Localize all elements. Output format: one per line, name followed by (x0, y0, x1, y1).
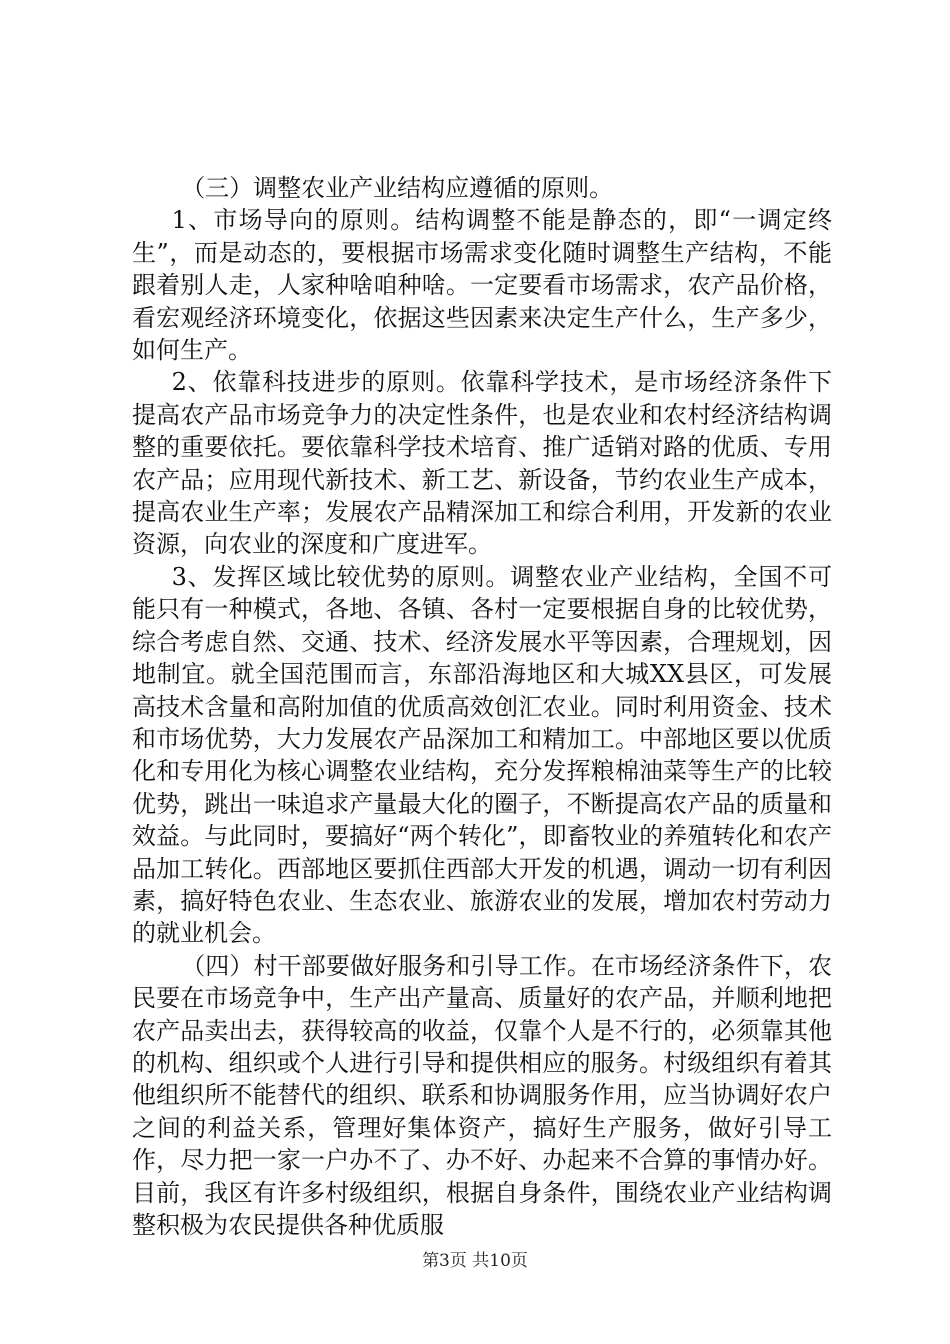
paragraph-technology-progress: 2、依靠科技进步的原则。依靠科学技术，是市场经济条件下提高农产品市场竞争力的决定性条件，也是农业和农村经济结构调整的重要依托。要依靠科学技术培育、推广适销对路的优质、专用农产品；应用现代新技术、新工艺、新设备，节约农业生产成本，提高农业生产率；发展农产品精深加工和综合利用，开发新的农业资源，向农业的深度和广度进军。 (132, 368, 832, 559)
section-village-cadres: （四）村干部要做好服务和引导工作。在市场经济条件下，农民要在市场竞争中，生产出产量高、质量好的农产品，并顺利地把农产品卖出去，获得较高的收益，仅靠个人是不行的，必须靠其他的机构、组织或个人进行引导和提供相应的服务。村级组织有着其他组织所不能替代的组织、联系和协调服务作用，应当协调好农户之间的利益关系，管理好集体资产，搞好生产服务，做好引导工作，尽力把一家一户办不了、办不好、办起来不合算的事情办好。目前，我区有许多村级组织，根据自身条件，围绕农业产业结构调整积极为农民提供各种优质服 (132, 951, 832, 1239)
paragraph-regional-advantage: 3、发挥区域比较优势的原则。调整农业产业结构，全国不可能只有一种模式，各地、各镇、各村一定要根据自身的比较优势，综合考虑自然、交通、技术、经济发展水平等因素，合理规划，因地制宜。就全国范围而言，东部沿海地区和大城XX县区，可发展高技术含量和高附加值的优质高效创汇农业。同时利用资金、技术和市场优势，大力发展农产品深加工和精加工。中部地区要以优质化和专用化为核心调整农业结构，充分发挥粮棉油菜等生产的比较优势，跳出一味追求产量最大化的圈子，不断提高农产品的质量和效益。与此同时，要搞好“两个转化”，即畜牧业的养殖转化和农产品加工转化。西部地区要抓住西部大开发的机遇，调动一切有利因素，搞好特色农业、生态农业、旅游农业的发展，增加农村劳动力的就业机会。 (132, 562, 832, 948)
paragraph-market-orientation: 1、市场导向的原则。结构调整不能是静态的，即“一调定终生”，而是动态的，要根据市场需求变化随时调整生产结构，不能跟着别人走，人家种啥咱种啥。一定要看市场需求，农产品价格，看宏观经济环境变化，依据这些因素来决定生产什么，生产多少，如何生产。 (132, 206, 832, 365)
section-heading-3: （三）调整农业产业结构应遵循的原则。 (181, 174, 614, 202)
page-footer: 第3页 共10页 (422, 1251, 528, 1271)
document-body (132, 172, 832, 1241)
